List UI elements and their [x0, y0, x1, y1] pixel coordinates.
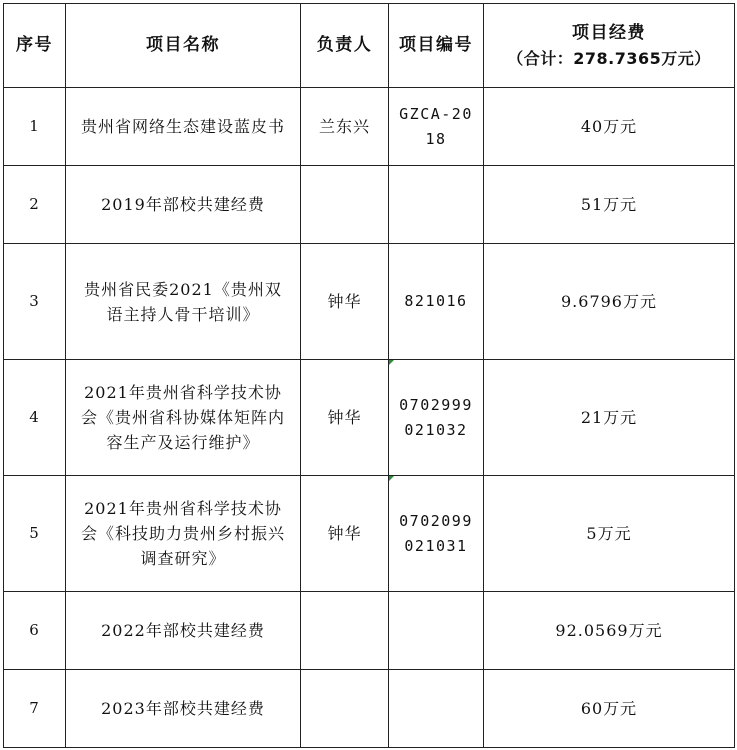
row-fund: 60万元	[484, 670, 735, 748]
header-name: 项目名称	[66, 4, 301, 88]
table-row	[4, 592, 735, 670]
row-name: 2023年部校共建经费	[66, 670, 301, 748]
table-row	[4, 88, 735, 166]
table-row	[4, 360, 735, 476]
row-code	[389, 592, 484, 670]
table-row	[4, 670, 735, 748]
row-index: 2	[4, 166, 66, 244]
row-index: 7	[4, 670, 66, 748]
row-owner: 钟华	[301, 360, 389, 476]
row-code: 0702099021031	[389, 476, 484, 592]
header-row	[4, 4, 735, 88]
row-name: 贵州省网络生态建设蓝皮书	[66, 88, 301, 166]
table-row	[4, 166, 735, 244]
row-fund: 21万元	[484, 360, 735, 476]
header-index: 序号	[4, 4, 66, 88]
row-code: 0702999021032	[389, 360, 484, 476]
row-code: 821016	[389, 244, 484, 360]
row-fund: 51万元	[484, 166, 735, 244]
row-name: 2022年部校共建经费	[66, 592, 301, 670]
row-index: 1	[4, 88, 66, 166]
row-owner: 兰东兴	[301, 88, 389, 166]
row-owner	[301, 592, 389, 670]
row-owner: 钟华	[301, 244, 389, 360]
row-fund: 5万元	[484, 476, 735, 592]
row-owner: 钟华	[301, 476, 389, 592]
header-fund	[484, 4, 735, 88]
row-code	[389, 166, 484, 244]
row-index: 6	[4, 592, 66, 670]
header-fund-label: 项目经费	[572, 22, 646, 43]
row-fund: 40万元	[484, 88, 735, 166]
table-row	[4, 244, 735, 360]
project-table-container	[3, 3, 735, 748]
header-fund-total: （合计：278.7365万元）	[507, 48, 711, 68]
row-owner	[301, 166, 389, 244]
row-name: 贵州省民委2021《贵州双语主持人骨干培训》	[66, 244, 301, 360]
header-owner: 负责人	[301, 4, 389, 88]
row-name: 2019年部校共建经费	[66, 166, 301, 244]
row-name: 2021年贵州省科学技术协会《科技助力贵州乡村振兴调查研究》	[66, 476, 301, 592]
row-name: 2021年贵州省科学技术协会《贵州省科协媒体矩阵内容生产及运行维护》	[66, 360, 301, 476]
row-owner	[301, 670, 389, 748]
row-fund: 9.6796万元	[484, 244, 735, 360]
row-code: GZCA-2018	[389, 88, 484, 166]
row-index: 5	[4, 476, 66, 592]
row-fund: 92.0569万元	[484, 592, 735, 670]
row-index: 4	[4, 360, 66, 476]
header-code: 项目编号	[389, 4, 484, 88]
project-table	[3, 3, 735, 748]
row-index: 3	[4, 244, 66, 360]
table-row	[4, 476, 735, 592]
row-code	[389, 670, 484, 748]
